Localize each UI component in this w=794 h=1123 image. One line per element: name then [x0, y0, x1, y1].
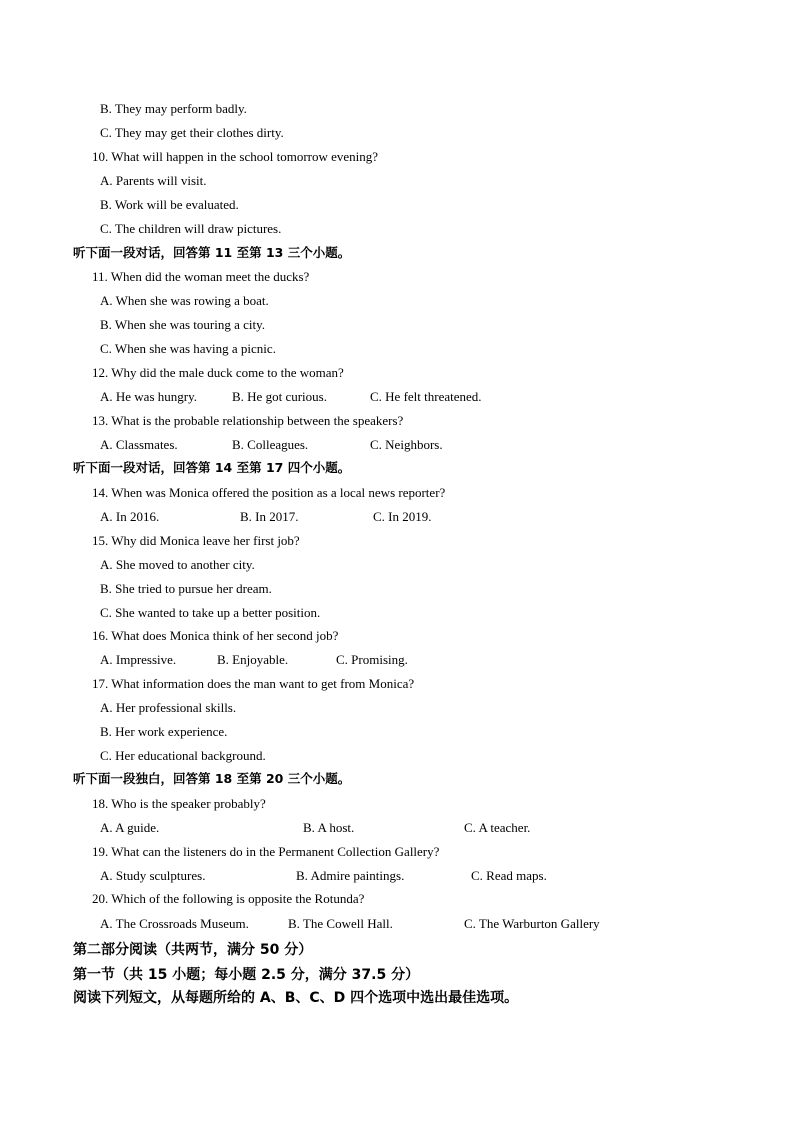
option-c: C. The Warburton Gallery [464, 916, 600, 931]
question-10: 10. What will happen in the school tomorrow evening? [92, 149, 379, 164]
option-c: C. Read maps. [471, 868, 547, 883]
instruction-heading: 听下面一段对话，回答第 11 至第 13 三个小题。 [73, 245, 351, 260]
option-text: C. The children will draw pictures. [100, 221, 282, 236]
option-b: B. In 2017. [240, 509, 299, 524]
option-text: B. Work will be evaluated. [100, 197, 239, 212]
question-19: 19. What can the listeners do in the Permanent Collection Gallery? [92, 844, 440, 859]
option-c: C. He felt threatened. [370, 389, 482, 404]
question-12: 12. Why did the male duck come to the woman? [92, 365, 344, 380]
question-14: 14. When was Monica offered the position as a local news reporter? [92, 485, 446, 500]
option-b: B. Colleagues. [232, 437, 309, 452]
option-b: B. The Cowell Hall. [288, 916, 393, 931]
option-text: B. When she was touring a city. [100, 317, 265, 332]
option-c: C. In 2019. [373, 509, 432, 524]
option-c: C. Promising. [336, 652, 408, 667]
option-b: B. Admire paintings. [296, 868, 405, 883]
option-a: A. In 2016. [100, 509, 160, 524]
question-17: 17. What information does the man want to get from Monica? [92, 676, 415, 691]
question-11: 11. When did the woman meet the ducks? [92, 269, 310, 284]
option-b: B. Enjoyable. [217, 652, 289, 667]
option-text: A. She moved to another city. [100, 557, 255, 572]
option-text: A. Her professional skills. [100, 700, 237, 715]
option-a: A. He was hungry. [100, 389, 197, 404]
question-16: 16. What does Monica think of her second job? [92, 628, 339, 643]
question-13: 13. What is the probable relationship between the speakers? [92, 413, 404, 428]
option-b: B. He got curious. [232, 389, 327, 404]
option-text: A. Parents will visit. [100, 173, 207, 188]
option-a: A. A guide. [100, 820, 160, 835]
option-a: A. Impressive. [100, 652, 177, 667]
section-one-heading: 第一节（共 15 小题；每小题 2.5 分，满分 37.5 分） [73, 967, 420, 983]
part-two-heading: 第二部分阅读（共两节，满分 50 分） [73, 942, 313, 958]
question-20: 20. Which of the following is opposite the Rotunda? [92, 891, 365, 906]
option-text: B. They may perform badly. [100, 101, 247, 116]
option-b: B. A host. [303, 820, 355, 835]
option-a: A. Study sculptures. [100, 868, 206, 883]
option-text: C. Her educational background. [100, 748, 266, 763]
question-15: 15. Why did Monica leave her first job? [92, 533, 300, 548]
instruction-heading: 听下面一段对话，回答第 14 至第 17 四个小题。 [73, 460, 351, 475]
option-text: B. Her work experience. [100, 724, 228, 739]
question-18: 18. Who is the speaker probably? [92, 796, 266, 811]
reading-instruction: 阅读下列短文，从每题所给的 A、B、C、D 四个选项中选出最佳选项。 [73, 990, 519, 1006]
option-text: C. She wanted to take up a better position. [100, 605, 321, 620]
option-text: C. When she was having a picnic. [100, 341, 276, 356]
option-c: C. Neighbors. [370, 437, 443, 452]
option-c: C. A teacher. [464, 820, 531, 835]
option-a: A. Classmates. [100, 437, 178, 452]
option-text: A. When she was rowing a boat. [100, 293, 269, 308]
option-a: A. The Crossroads Museum. [100, 916, 249, 931]
option-text: B. She tried to pursue her dream. [100, 581, 272, 596]
option-text: C. They may get their clothes dirty. [100, 125, 284, 140]
instruction-heading: 听下面一段独白，回答第 18 至第 20 三个小题。 [73, 771, 351, 786]
